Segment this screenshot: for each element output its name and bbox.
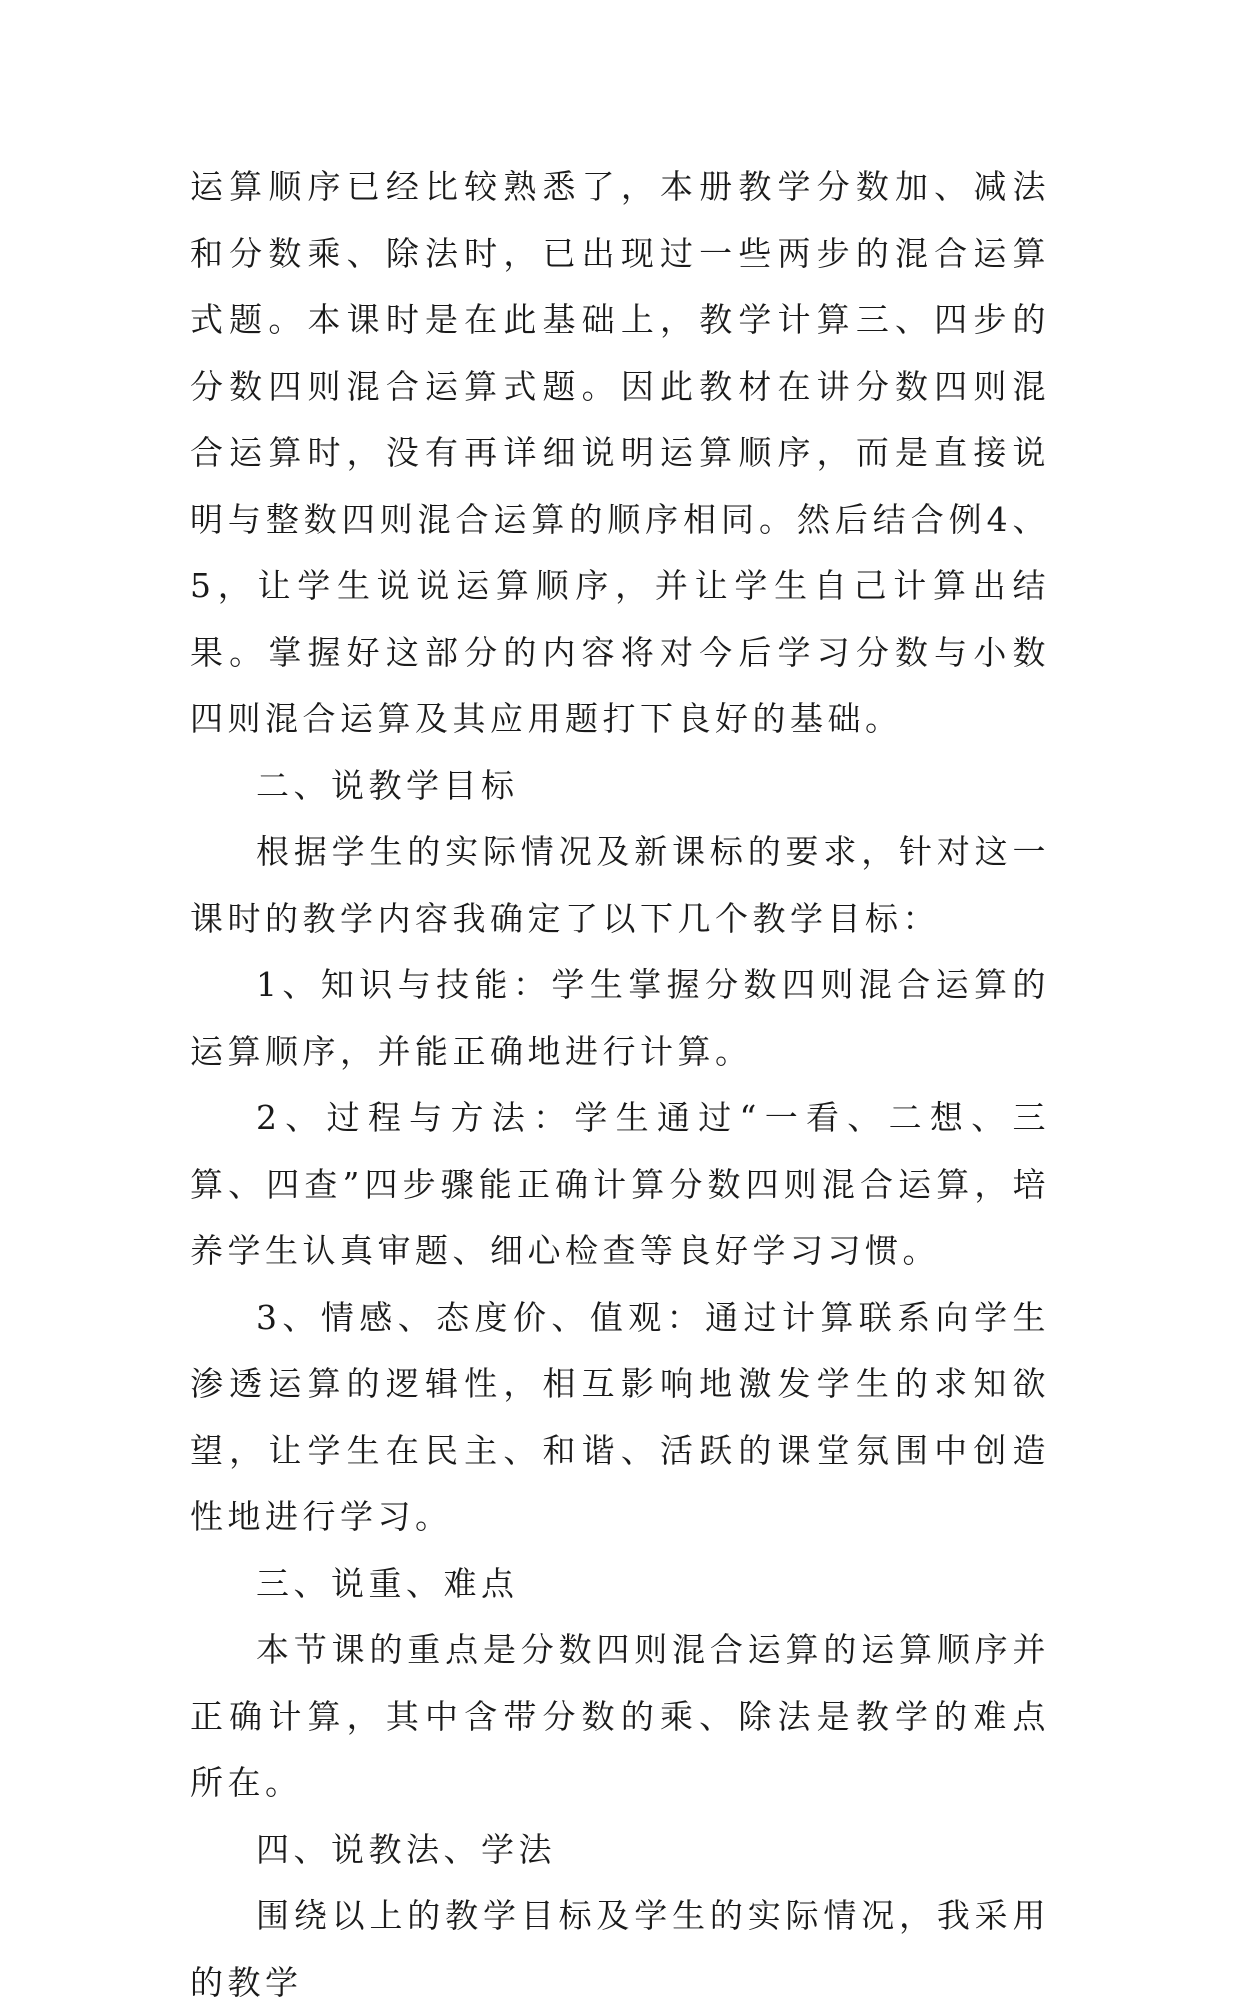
paragraph-goal-knowledge: 1、知识与技能：学生掌握分数四则混合运算的运算顺序，并能正确地进行计算。 <box>190 965 1050 1071</box>
section-heading-methods: 四、说教法、学法 <box>256 1829 556 1869</box>
paragraph-key-points: 本节课的重点是分数四则混合运算的运算顺序并正确计算，其中含带分数的乘、除法是教学的难点所在。 <box>190 1630 1050 1802</box>
paragraph-goals-intro: 根据学生的实际情况及新课标的要求，针对这一课时的教学内容我确定了以下几个教学目标： <box>190 832 1050 938</box>
paragraph-goal-process: 2、过程与方法：学生通过“一看、二想、三算、四查”四步骤能正确计算分数四则混合运算，培养学生认真审题、细心检查等良好学习习惯。 <box>190 1098 1050 1270</box>
paragraph-methods: 围绕以上的教学目标及学生的实际情况，我采用的教学 <box>190 1896 1050 2002</box>
document-body <box>190 154 1050 2016</box>
paragraph-continuation: 运算顺序已经比较熟悉了，本册教学分数加、减法和分数乘、除法时，已出现过一些两步的混合运算式题。本课时是在此基础上，教学计算三、四步的分数四则混合运算式题。因此教材在讲分数四则混合运算时，没有再详细说明运算顺序，而是直接说明与整数四则混合运算的顺序相同。然后结合例4、5，让学生说说运算顺序，并让学生自己计算出结果。掌握好这部分的内容将对今后学习分数与小数四则混合运算及其应用题打下良好的基础。 <box>190 167 1050 738</box>
section-heading-key-points: 三、说重、难点 <box>256 1563 519 1603</box>
section-heading-teaching-goals: 二、说教学目标 <box>256 765 519 805</box>
paragraph-goal-emotion: 3、情感、态度价、值观：通过计算联系向学生渗透运算的逻辑性，相互影响地激发学生的求知欲望，让学生在民主、和谐、活跃的课堂氛围中创造性地进行学习。 <box>190 1297 1050 1536</box>
